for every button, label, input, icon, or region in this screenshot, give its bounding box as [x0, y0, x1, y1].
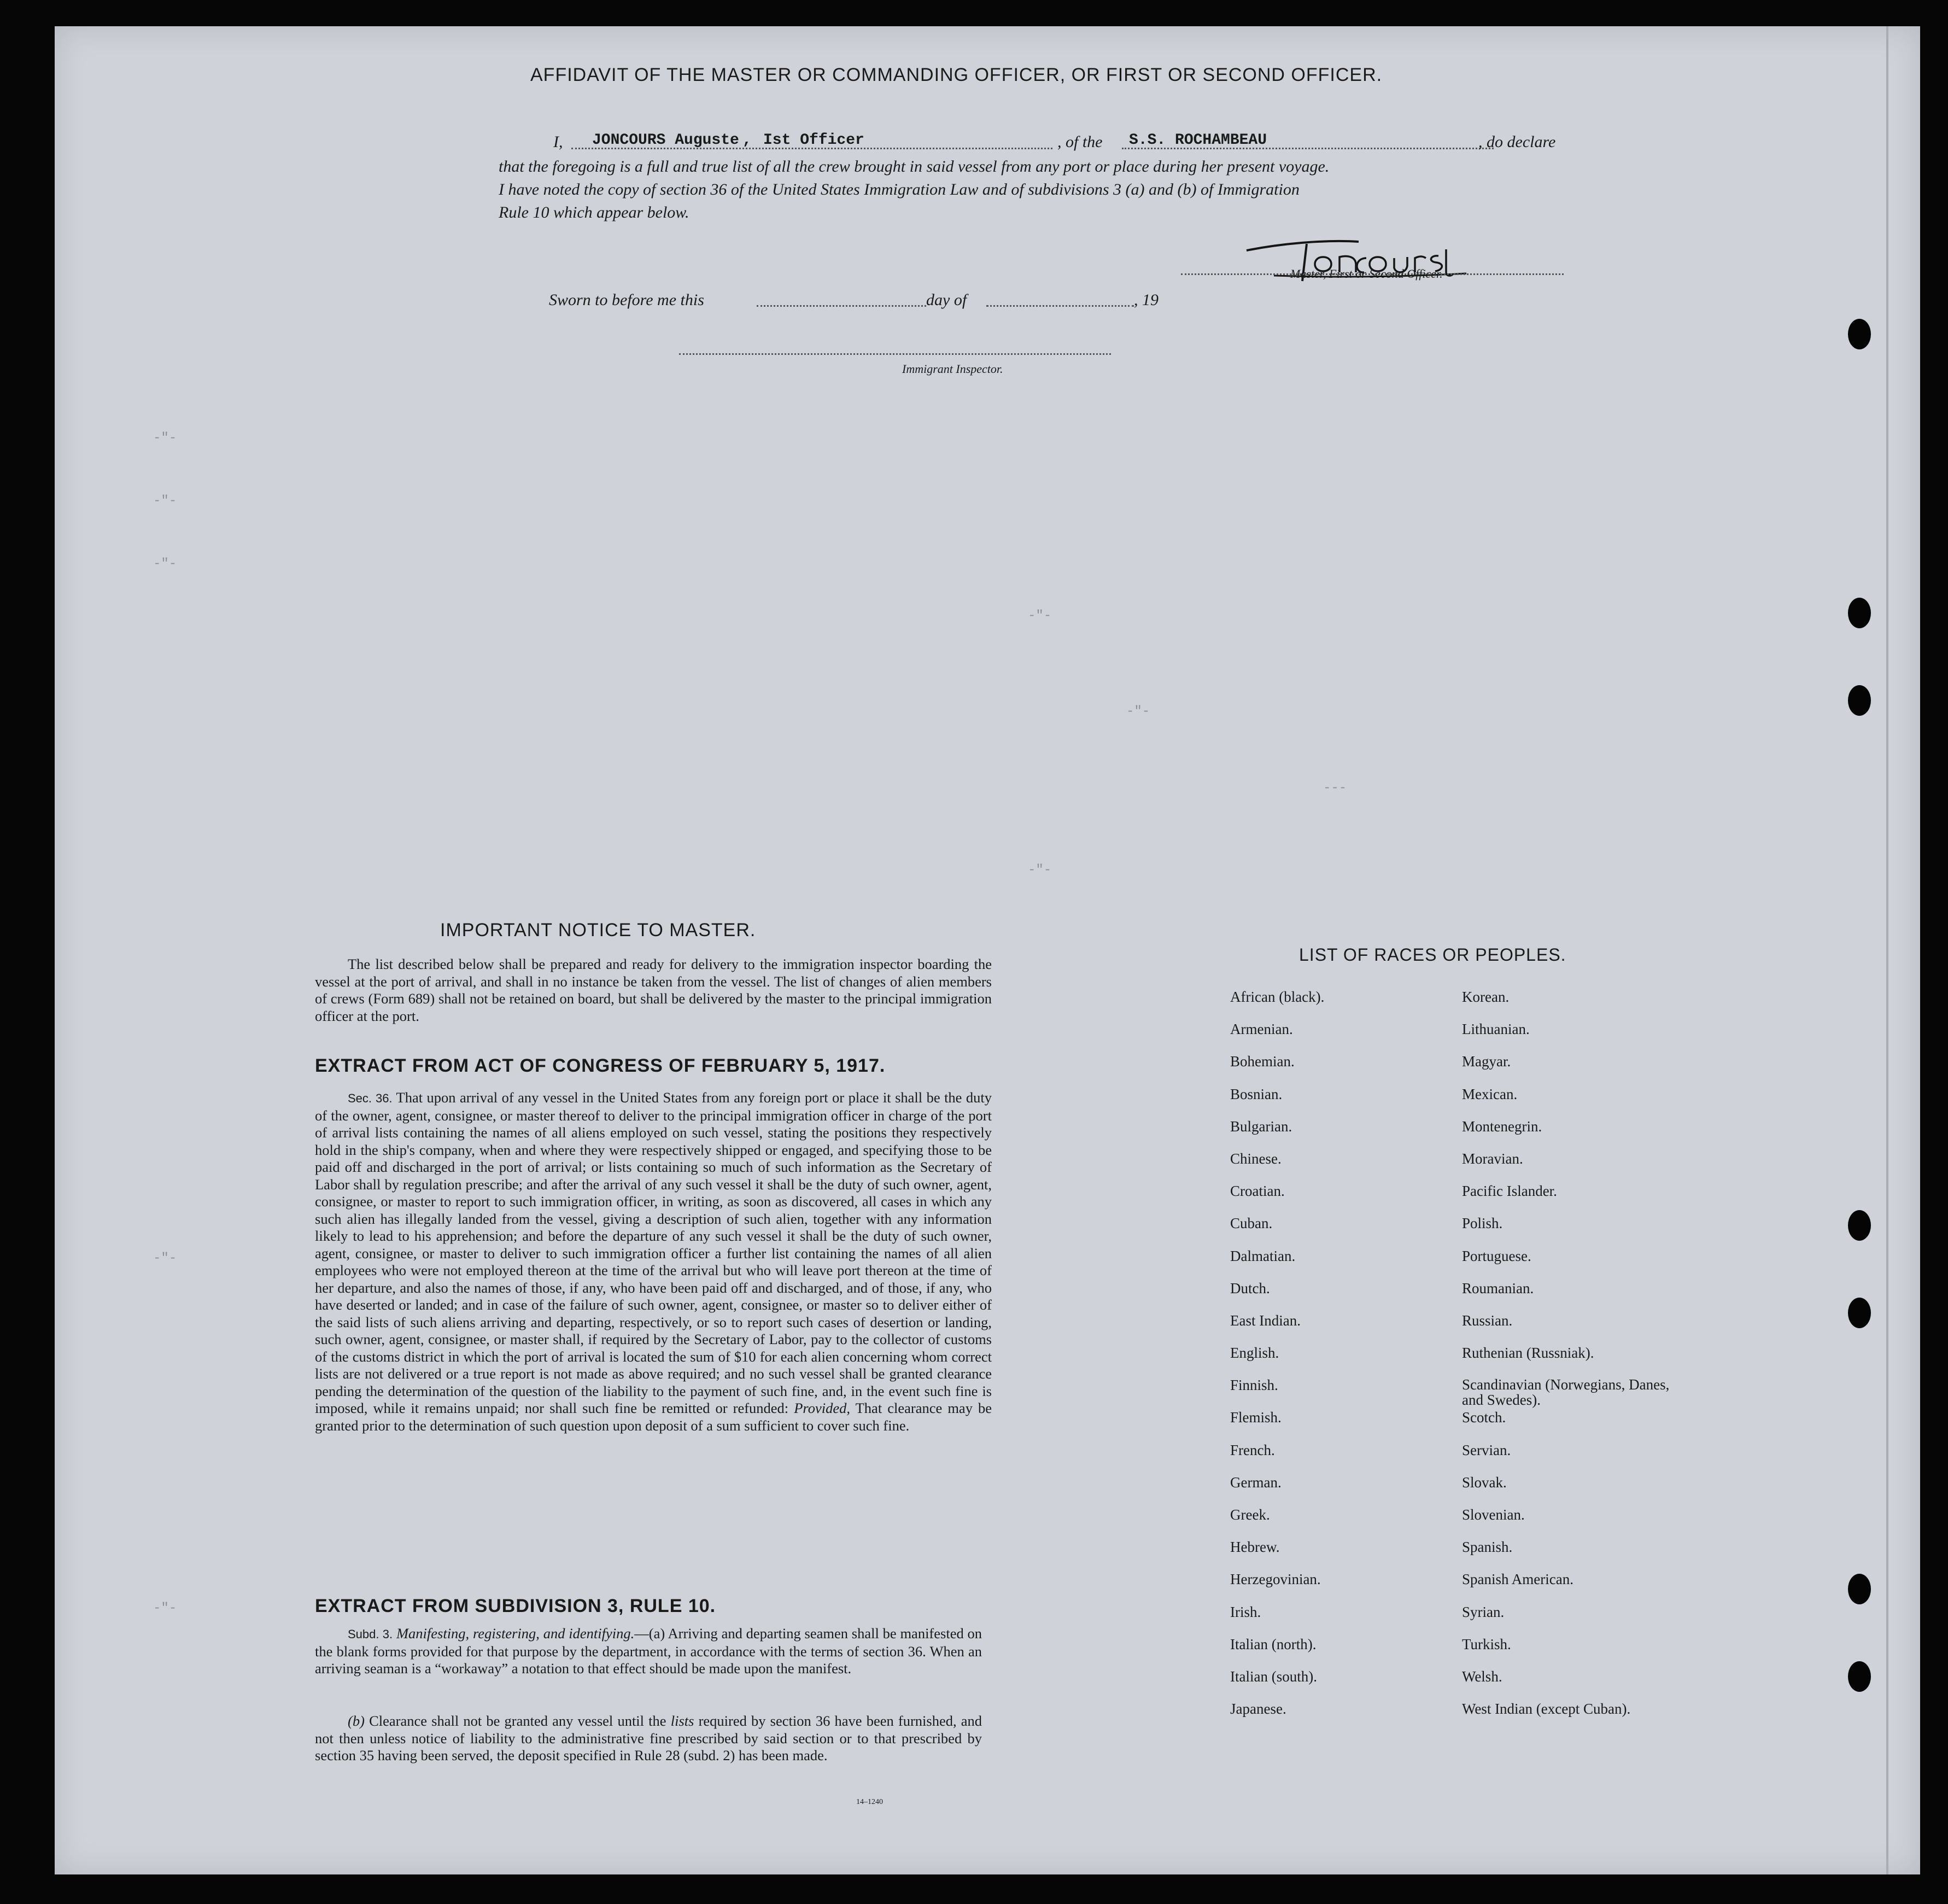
para-b-lists: lists [670, 1713, 694, 1729]
officer-rank: Ist Officer [763, 132, 864, 149]
races-heading: LIST OF RACES OR PEOPLES. [1299, 945, 1566, 965]
declaration-line-3: I have noted the copy of section 36 of the United States Immigration Law and of subdivisions 3 (a) and (b) of Immigration [499, 180, 1300, 198]
officer-name: JONCOURS Auguste [592, 132, 739, 149]
race-item: East Indian. [1230, 1312, 1301, 1329]
do-declare-label: , do declare [1478, 133, 1556, 151]
inspector-caption: Immigrant Inspector. [902, 362, 1003, 376]
provided-label: Provided, [794, 1400, 851, 1416]
bleed-through-mark: -"- [1126, 704, 1150, 719]
binder-hole [1848, 1210, 1871, 1241]
race-item: English. [1230, 1345, 1279, 1362]
race-item: Bulgarian. [1230, 1118, 1292, 1135]
race-item: Scotch. [1462, 1409, 1506, 1426]
binder-hole [1848, 1661, 1871, 1692]
para-b-text-pre: Clearance shall not be granted any vessel until the [369, 1713, 666, 1729]
race-item: Lithuanian. [1462, 1021, 1530, 1038]
races-column-2 [1462, 989, 1746, 1733]
bleed-through-mark: -"- [153, 431, 177, 446]
act-extract-heading: EXTRACT FROM ACT OF CONGRESS OF FEBRUARY 5, 1917. [315, 1055, 886, 1076]
signature-caption: Master, First or Second Officer. [1290, 267, 1443, 281]
section-label: Sec. 36. [348, 1091, 393, 1105]
race-item: Dalmatian. [1230, 1247, 1296, 1264]
race-item: Magyar. [1462, 1053, 1511, 1070]
bleed-through-mark: -"- [153, 1251, 177, 1266]
binder-hole [1848, 319, 1871, 349]
section-36-text: That upon arrival of any vessel in the United States from any foreign port or place it shall be the duty of the owner, agent, consignee, or master thereof to deliver to the principal immigration officer in charge of the port of arrival lists containing the names of all aliens employed on such vessel, stating the positions they respectively hold in the ship's company, when and where they were respectively shipped or engaged, and specifying those to be paid off and discharged in the port of arrival; or lists containing so much of such information as the Secretary of Labor shall by regulation prescribe; and after the arrival of any such vessel it shall be the duty of such owner, agent, consignee, or master to report to such immigration officer, in writing, as soon as discovered, all cases in which any such alien has illegally landed from the vessel, giving a description of such alien, together with any information likely to lead to his apprehension; and before the departure of any such vessel it shall be the duty of such owner, agent, consignee, or master to deliver to such immigration officer a further list containing the names of all alien employees who were not employed thereon at the time of the arrival but who will leave port thereon at the time of her departure, and also the names of those, if any, who have been paid off and discharged, and of those, if any, who have deserted or landed; and in case of the failure of such owner, agent, consignee, or master so to deliver either of the said lists of such aliens arriving and departing, respectively, or so to report such cases of desertion or landing, such owner, agent, consignee, or master shall, if required by the Secretary of Labor, pay to the collector of customs of the customs district in which the port of arrival is located the sum of $10 for each alien concerning whom correct lists are not delivered or a true report is not made as above required; and no such vessel shall be granted clearance pending the determination of the question of the liability to the payment of such fine, and, in the event such fine is imposed, while it remains unpaid; nor shall such fine be remitted or refunded: [315, 1089, 992, 1416]
sworn-label: Sworn to before me this [549, 291, 704, 309]
para-a-text: —(a) Arriving and departing seamen shall be manifested on the blank forms provided for that purpose by the department, in accordance with the terms of section 36. When an arriving seaman is a “workaway” a notation to that effect should be made upon the manifest. [315, 1625, 982, 1677]
rule-para-a [315, 1625, 982, 1678]
document-page [55, 26, 1920, 1874]
race-item: Croatian. [1230, 1183, 1285, 1200]
bleed-through-mark: -"- [1028, 609, 1052, 623]
officer-name-comma: , [742, 132, 752, 149]
bleed-through-mark: -"- [153, 557, 177, 571]
race-item: Korean. [1462, 989, 1510, 1005]
race-item: Montenegrin. [1462, 1118, 1542, 1135]
race-item: Hebrew. [1230, 1539, 1280, 1556]
race-item: Japanese. [1230, 1701, 1286, 1718]
binder-hole [1848, 1574, 1871, 1604]
race-item: Portuguese. [1462, 1247, 1531, 1264]
race-item: Spanish. [1462, 1539, 1513, 1556]
race-item: Moravian. [1462, 1150, 1523, 1167]
officer-signature [1241, 233, 1471, 293]
affidavit-heading: AFFIDAVIT OF THE MASTER OR COMMANDING OFFICER, OR FIRST OR SECOND OFFICER. [530, 65, 1383, 85]
binder-hole [1848, 598, 1871, 628]
race-item: Cuban. [1230, 1215, 1273, 1232]
race-item: Flemish. [1230, 1409, 1282, 1426]
race-item: Greek. [1230, 1506, 1270, 1523]
race-item: Irish. [1230, 1603, 1261, 1620]
declaration-line-2: that the foregoing is a full and true list of all the crew brought in said vessel from any port or place during her present voyage. [499, 157, 1330, 176]
race-item: Armenian. [1230, 1021, 1293, 1038]
subd-label: Subd. 3. [348, 1627, 393, 1641]
race-item: Servian. [1462, 1441, 1511, 1458]
race-item: Russian. [1462, 1312, 1513, 1329]
race-item: Slovak. [1462, 1474, 1507, 1491]
races-column-1 [1230, 989, 1416, 1733]
race-item: Italian (south). [1230, 1668, 1317, 1685]
race-item: Bohemian. [1230, 1053, 1295, 1070]
inspector-signature-line [679, 353, 1111, 355]
bleed-through-mark: -"- [153, 494, 177, 509]
race-item: Bosnian. [1230, 1085, 1283, 1102]
binder-hole [1848, 1298, 1871, 1328]
year-label: , 19 [1134, 291, 1159, 309]
notice-body: The list described below shall be prepared and ready for delivery to the immigration inspector boarding the vessel at the port of arrival, and shall in no instance be taken from the vessel. The list of changes of alien members of crews (Form 689) shall not be retained on board, but shall be delivered by the master to the principal immigration officer at the port. [315, 956, 992, 1024]
race-item: Herzegovinian. [1230, 1571, 1321, 1588]
para-b-label: (b) [348, 1713, 365, 1729]
race-item: African (black). [1230, 989, 1325, 1005]
rule-extract-heading: EXTRACT FROM SUBDIVISION 3, RULE 10. [315, 1596, 716, 1616]
sworn-day-line [757, 305, 926, 307]
race-item: Ruthenian (Russniak). [1462, 1345, 1594, 1362]
race-item: Roumanian. [1462, 1280, 1534, 1296]
race-item: Polish. [1462, 1215, 1503, 1232]
notice-heading: IMPORTANT NOTICE TO MASTER. [440, 920, 756, 941]
race-item: German. [1230, 1474, 1282, 1491]
subd-title: Manifesting, registering, and identifying. [396, 1625, 635, 1642]
race-item: Spanish American. [1462, 1571, 1573, 1588]
bleed-through-mark: --- [1323, 781, 1347, 796]
race-item: Scandinavian (Norwegians, Danes, and Swedes). [1462, 1376, 1670, 1409]
bleed-through-mark: -"- [153, 1601, 177, 1616]
bleed-through-mark: -"- [1028, 863, 1052, 878]
section-36-text-end: That clearance may be granted prior to the determination of such question upon deposit of a sum sufficient to cover such fine. [315, 1400, 992, 1434]
race-item: West Indian (except Cuban). [1462, 1701, 1631, 1718]
vessel-name: S.S. ROCHAMBEAU [1129, 132, 1267, 149]
form-number: 14–1240 [856, 1798, 883, 1806]
day-of-label: day of [926, 291, 967, 309]
race-item: Syrian. [1462, 1603, 1505, 1620]
race-item: Dutch. [1230, 1280, 1270, 1296]
race-item: Finnish. [1230, 1377, 1278, 1394]
page-edge [1886, 26, 1888, 1874]
binder-hole [1848, 685, 1871, 716]
race-item: Pacific Islander. [1462, 1183, 1557, 1200]
para-b-text-post: required by section 36 have been furnished, and not then unless notice of liability to the administrative fine prescribed by said section or to that prescribed by section 35 having been served, the deposit specified in Rule 28 (subd. 2) has been made. [315, 1713, 982, 1763]
race-item: Italian (north). [1230, 1636, 1317, 1652]
declaration-line-4: Rule 10 which appear below. [499, 203, 689, 221]
sworn-month-line [986, 305, 1134, 307]
act-extract-body [315, 1089, 992, 1434]
race-item: Welsh. [1462, 1668, 1502, 1685]
race-item: Slovenian. [1462, 1506, 1525, 1523]
race-item: Turkish. [1462, 1636, 1511, 1652]
rule-para-b [315, 1713, 982, 1765]
declaration-i-label: I, [553, 133, 563, 151]
race-item: French. [1230, 1441, 1275, 1458]
race-item: Mexican. [1462, 1085, 1518, 1102]
race-item: Chinese. [1230, 1150, 1282, 1167]
of-the-label: , of the [1057, 133, 1103, 151]
